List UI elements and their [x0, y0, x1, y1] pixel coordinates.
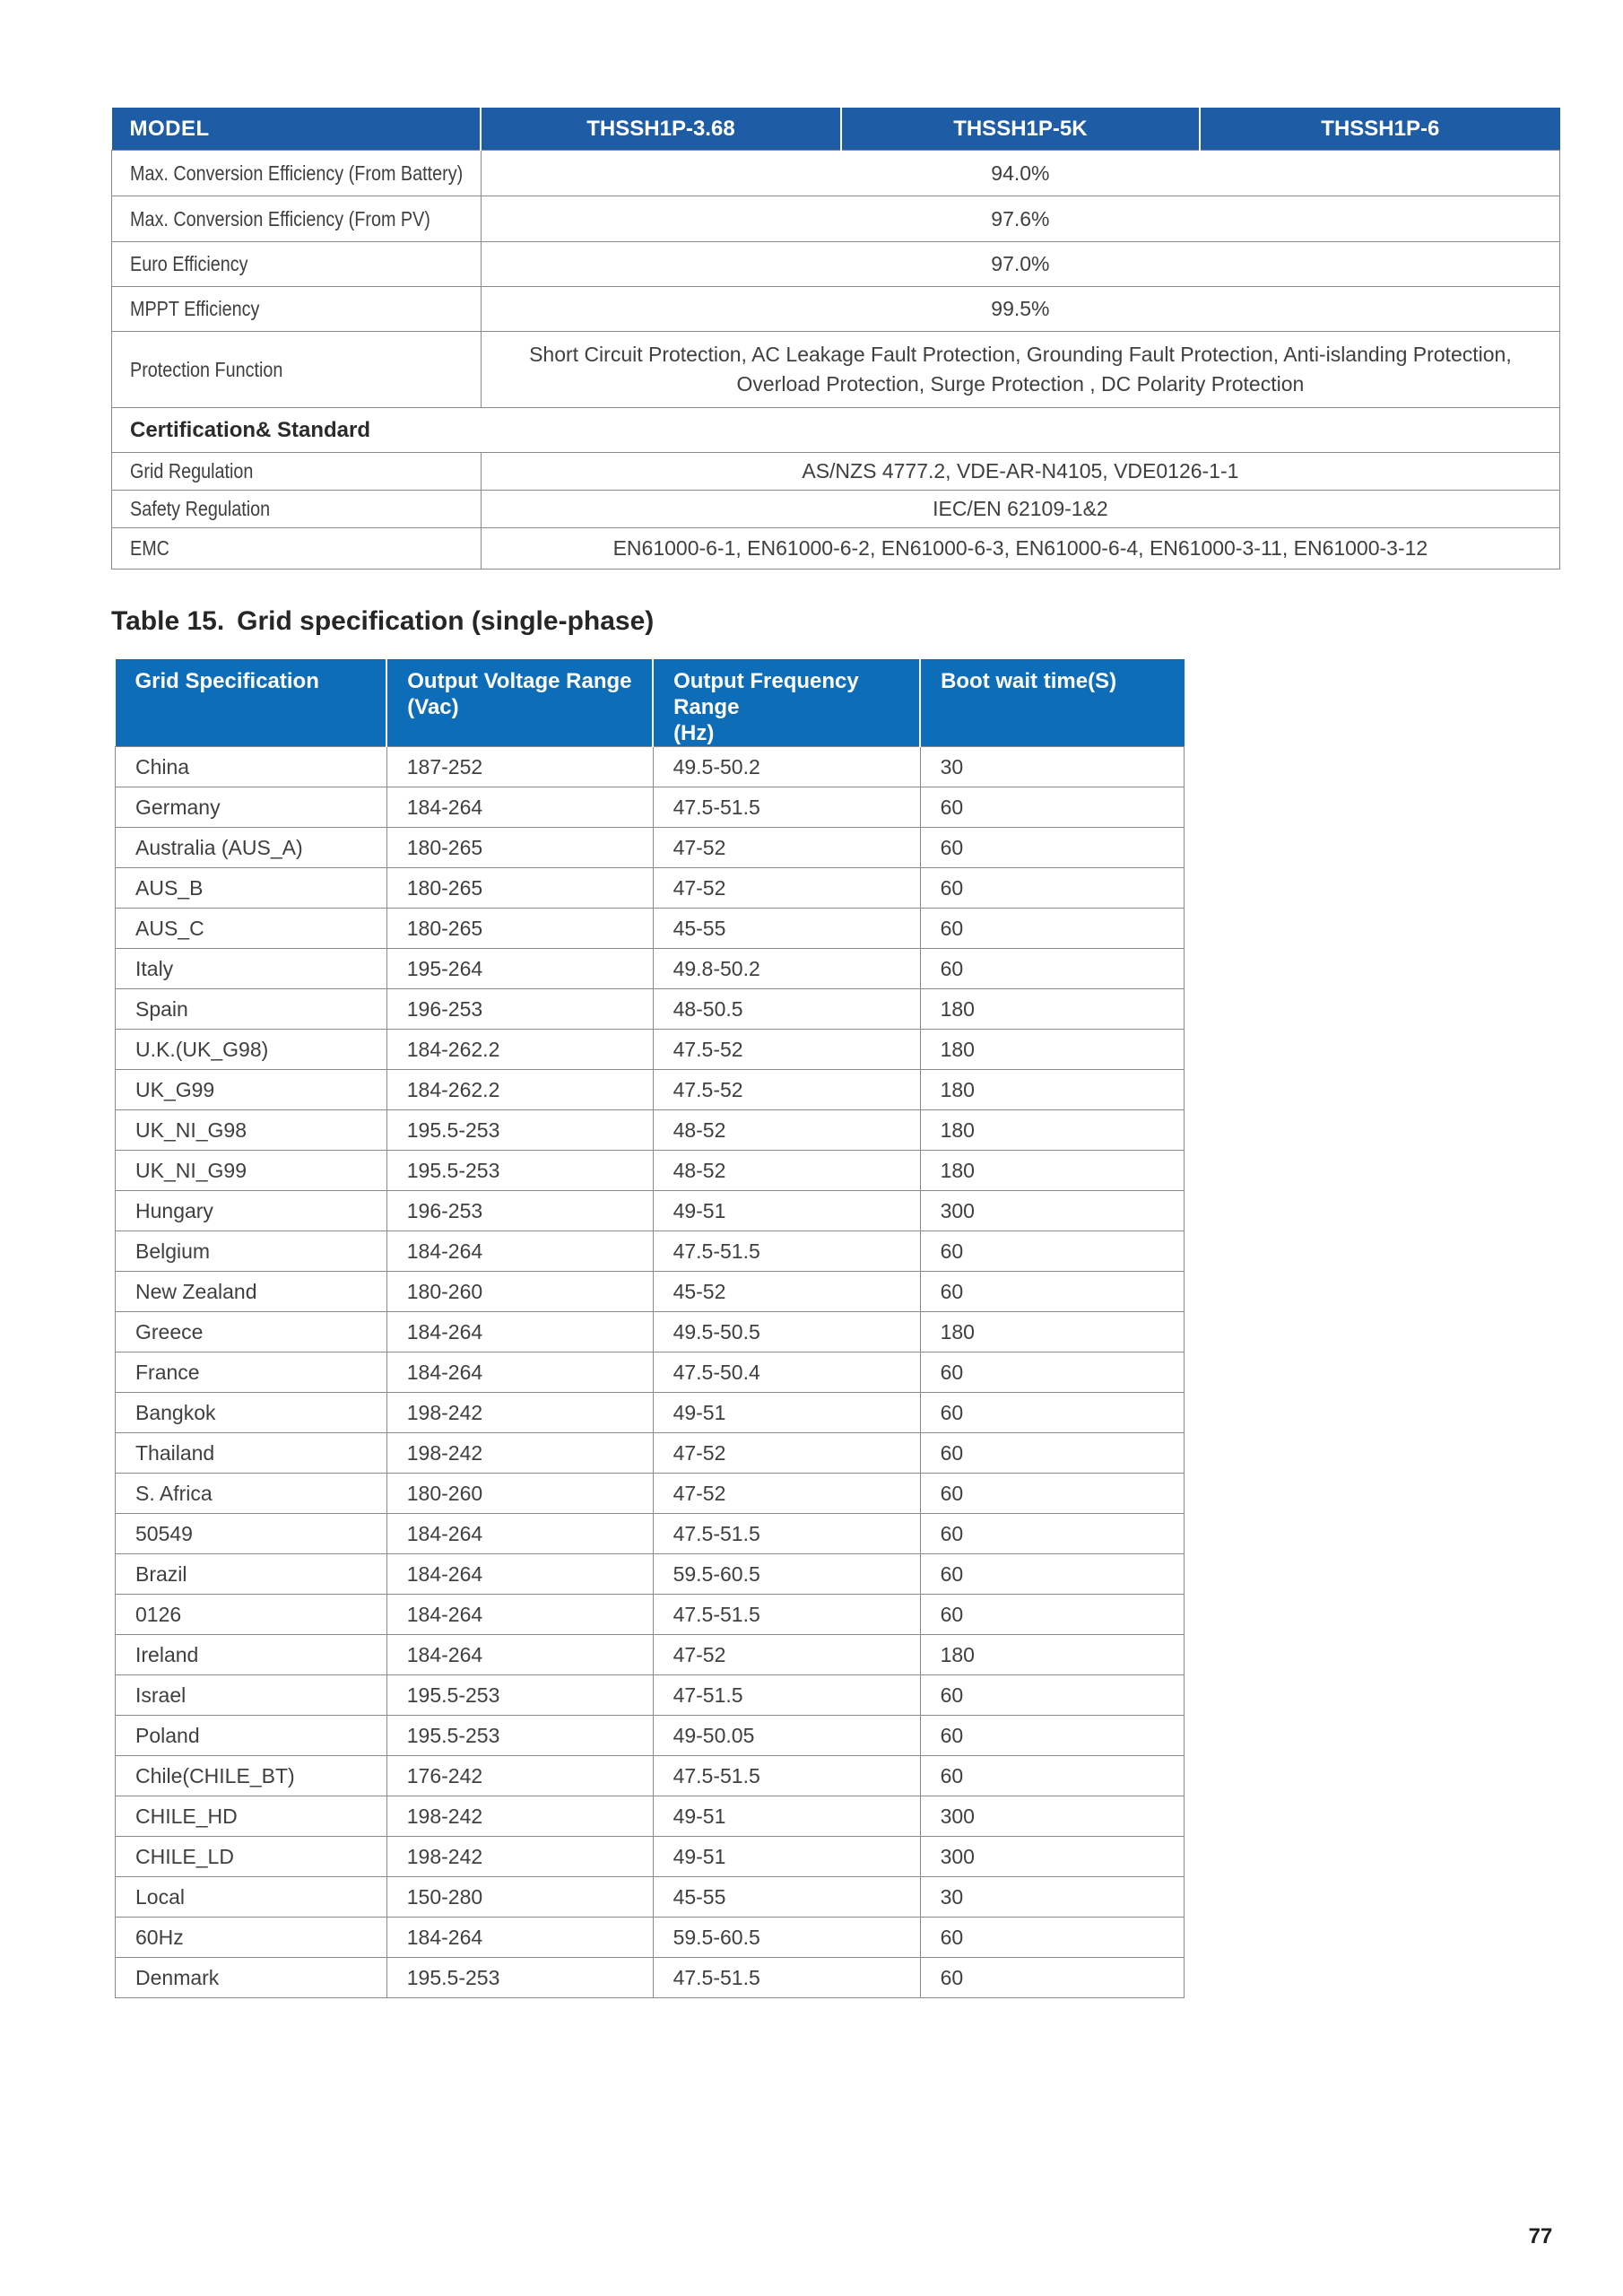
grid-row-boot-wait: 60 [920, 828, 1184, 868]
header-line: (Vac) [407, 695, 459, 719]
grid-row-voltage: 184-264 [386, 787, 653, 828]
grid-row-boot-wait: 60 [920, 1554, 1184, 1595]
grid-row-voltage: 180-260 [386, 1272, 653, 1312]
grid-row [116, 909, 1185, 949]
grid-row-voltage: 184-264 [386, 1595, 653, 1635]
grid-row-boot-wait: 60 [920, 1716, 1184, 1756]
grid-row-frequency: 47.5-51.5 [653, 1756, 920, 1796]
grid-row [116, 1312, 1185, 1352]
grid-row-boot-wait: 60 [920, 1474, 1184, 1514]
grid-row [116, 1877, 1185, 1918]
grid-row-frequency: 47-52 [653, 1635, 920, 1675]
grid-row [116, 1514, 1185, 1554]
grid-row-boot-wait: 60 [920, 1272, 1184, 1312]
grid-row-voltage: 195.5-253 [386, 1151, 653, 1191]
grid-row [116, 1151, 1185, 1191]
certification-row [112, 453, 1560, 491]
grid-row-boot-wait: 180 [920, 1312, 1184, 1352]
grid-row-country: Chile(CHILE_BT) [116, 1756, 387, 1796]
grid-row-country: New Zealand [116, 1272, 387, 1312]
grid-row-country: 60Hz [116, 1918, 387, 1958]
grid-row-frequency: 59.5-60.5 [653, 1918, 920, 1958]
grid-spec-table [115, 659, 1185, 1998]
spec-row-label: Max. Conversion Efficiency (From PV) [112, 196, 482, 242]
grid-row-voltage: 180-260 [386, 1474, 653, 1514]
grid-row-country: UK_G99 [116, 1070, 387, 1110]
grid-row-boot-wait: 60 [920, 868, 1184, 909]
grid-row-voltage: 184-264 [386, 1231, 653, 1272]
grid-row-boot-wait: 60 [920, 949, 1184, 989]
page-number: 77 [1528, 2224, 1553, 2248]
grid-row [116, 1796, 1185, 1837]
header-line: Output Frequency Range [673, 669, 859, 719]
grid-spec-header [116, 659, 1185, 747]
grid-row-country: AUS_B [116, 868, 387, 909]
grid-row-frequency: 47.5-52 [653, 1070, 920, 1110]
header-line: Boot wait time(S) [941, 669, 1117, 693]
grid-row [116, 868, 1185, 909]
grid-row-frequency: 47-52 [653, 868, 920, 909]
certification-row-label: Safety Regulation [112, 491, 482, 528]
grid-row-voltage: 198-242 [386, 1837, 653, 1877]
boot-wait-header [920, 659, 1184, 747]
model-thssh1p-368-header: THSSH1P-3.68 [481, 108, 840, 151]
grid-row-frequency: 47.5-51.5 [653, 1958, 920, 1998]
spec-row-value: 97.6% [481, 196, 1559, 242]
grid-row-voltage: 184-264 [386, 1918, 653, 1958]
grid-row-country: Denmark [116, 1958, 387, 1998]
spec-row-value: 94.0% [481, 151, 1559, 196]
model-thssh1p-5k-header: THSSH1P-5K [841, 108, 1201, 151]
table15-title-label: Table 15. [111, 606, 225, 636]
spec-row [112, 287, 1560, 332]
certification-row-value: EN61000-6-1, EN61000-6-2, EN61000-6-3, EN61000-6-4, EN61000-3-11, EN61000-3-12 [481, 528, 1559, 570]
grid-row-voltage: 184-262.2 [386, 1070, 653, 1110]
model-thssh1p-6-header: THSSH1P-6 [1200, 108, 1559, 151]
grid-row-country: China [116, 747, 387, 787]
grid-row-country: Greece [116, 1312, 387, 1352]
grid-row-frequency: 47.5-52 [653, 1030, 920, 1070]
grid-row-boot-wait: 60 [920, 1918, 1184, 1958]
certification-row [112, 528, 1560, 570]
spec-row-label: Protection Function [112, 332, 482, 408]
grid-row-country: UK_NI_G99 [116, 1151, 387, 1191]
model-spec-table [111, 108, 1560, 570]
grid-row-frequency: 47.5-50.4 [653, 1352, 920, 1393]
grid-row-boot-wait: 60 [920, 1393, 1184, 1433]
grid-row [116, 1474, 1185, 1514]
grid-row-boot-wait: 60 [920, 787, 1184, 828]
certification-row-value: IEC/EN 62109-1&2 [481, 491, 1559, 528]
grid-row-boot-wait: 60 [920, 1352, 1184, 1393]
grid-row [116, 1716, 1185, 1756]
grid-row [116, 1231, 1185, 1272]
grid-row-country: CHILE_LD [116, 1837, 387, 1877]
model-spec-header-row [112, 108, 1560, 151]
grid-header-row [116, 659, 1185, 747]
grid-row [116, 1675, 1185, 1716]
grid-row-boot-wait: 180 [920, 1151, 1184, 1191]
grid-row [116, 1756, 1185, 1796]
spec-row-value: 99.5% [481, 287, 1559, 332]
spec-row-value: Short Circuit Protection, AC Leakage Fault Protection, Grounding Fault Protection, Anti-islanding Protection, Overload Protection, Surge Protection , DC Polarity Protection [481, 332, 1559, 408]
grid-row-voltage: 184-264 [386, 1635, 653, 1675]
grid-row [116, 1070, 1185, 1110]
grid-row-country: Brazil [116, 1554, 387, 1595]
grid-row-boot-wait: 300 [920, 1191, 1184, 1231]
grid-row-voltage: 187-252 [386, 747, 653, 787]
grid-row-frequency: 47-51.5 [653, 1675, 920, 1716]
certification-section-row [112, 408, 1560, 453]
header-line: Grid Specification [135, 669, 319, 693]
grid-row-country: 0126 [116, 1595, 387, 1635]
grid-row-boot-wait: 30 [920, 1877, 1184, 1918]
grid-row-frequency: 47-52 [653, 828, 920, 868]
grid-row-country: Poland [116, 1716, 387, 1756]
grid-row-voltage: 195.5-253 [386, 1675, 653, 1716]
grid-row-boot-wait: 60 [920, 1433, 1184, 1474]
spec-row-value: 97.0% [481, 242, 1559, 287]
grid-row-country: Germany [116, 787, 387, 828]
grid-row-voltage: 198-242 [386, 1433, 653, 1474]
model-spec-body [112, 151, 1560, 570]
grid-row-frequency: 48-52 [653, 1110, 920, 1151]
grid-row [116, 1191, 1185, 1231]
grid-row-country: Hungary [116, 1191, 387, 1231]
grid-row [116, 1352, 1185, 1393]
grid-row-boot-wait: 60 [920, 1675, 1184, 1716]
spec-row-label: Euro Efficiency [112, 242, 482, 287]
grid-row-boot-wait: 180 [920, 989, 1184, 1030]
grid-row-country: France [116, 1352, 387, 1393]
grid-row [116, 1837, 1185, 1877]
grid-row-voltage: 184-264 [386, 1514, 653, 1554]
grid-row-country: AUS_C [116, 909, 387, 949]
table15-title [111, 606, 654, 637]
grid-row-frequency: 49-51 [653, 1393, 920, 1433]
grid-row-boot-wait: 60 [920, 909, 1184, 949]
grid-row-boot-wait: 300 [920, 1837, 1184, 1877]
grid-row-boot-wait: 300 [920, 1796, 1184, 1837]
certification-section-label: Certification& Standard [112, 408, 1560, 453]
grid-row [116, 1554, 1185, 1595]
output-voltage-header [386, 659, 653, 747]
grid-row-boot-wait: 60 [920, 1756, 1184, 1796]
grid-row [116, 1958, 1185, 1998]
grid-row-country: Local [116, 1877, 387, 1918]
grid-row-country: UK_NI_G98 [116, 1110, 387, 1151]
grid-row-frequency: 47.5-51.5 [653, 1514, 920, 1554]
grid-row-frequency: 49-50.05 [653, 1716, 920, 1756]
grid-row-country: U.K.(UK_G98) [116, 1030, 387, 1070]
spec-row [112, 151, 1560, 196]
grid-row-voltage: 184-262.2 [386, 1030, 653, 1070]
grid-row-frequency: 49.5-50.5 [653, 1312, 920, 1352]
spec-row [112, 332, 1560, 408]
certification-row-label: Grid Regulation [112, 453, 482, 491]
certification-row [112, 491, 1560, 528]
grid-row-frequency: 45-55 [653, 909, 920, 949]
certification-row-value: AS/NZS 4777.2, VDE-AR-N4105, VDE0126-1-1 [481, 453, 1559, 491]
grid-row [116, 1393, 1185, 1433]
certification-row-label: EMC [112, 528, 482, 570]
grid-row-frequency: 49-51 [653, 1837, 920, 1877]
grid-row-country: CHILE_HD [116, 1796, 387, 1837]
grid-row-frequency: 47-52 [653, 1433, 920, 1474]
grid-row-frequency: 47.5-51.5 [653, 1231, 920, 1272]
grid-row [116, 787, 1185, 828]
grid-row-voltage: 195.5-253 [386, 1716, 653, 1756]
grid-row-frequency: 49-51 [653, 1191, 920, 1231]
grid-row-country: S. Africa [116, 1474, 387, 1514]
grid-row-voltage: 195.5-253 [386, 1110, 653, 1151]
model-spec-header [112, 108, 1560, 151]
grid-row-voltage: 184-264 [386, 1352, 653, 1393]
grid-row [116, 1272, 1185, 1312]
grid-row [116, 1110, 1185, 1151]
grid-row-frequency: 49.8-50.2 [653, 949, 920, 989]
grid-row-boot-wait: 30 [920, 747, 1184, 787]
grid-row [116, 828, 1185, 868]
header-line: Output Voltage Range [407, 669, 632, 693]
spec-row-label: Max. Conversion Efficiency (From Battery) [112, 151, 482, 196]
grid-row-frequency: 47-52 [653, 1474, 920, 1514]
grid-row-voltage: 184-264 [386, 1312, 653, 1352]
grid-row-boot-wait: 180 [920, 1070, 1184, 1110]
grid-row-frequency: 49.5-50.2 [653, 747, 920, 787]
grid-row [116, 1030, 1185, 1070]
grid-row-country: 50549 [116, 1514, 387, 1554]
spec-row [112, 196, 1560, 242]
grid-row-boot-wait: 180 [920, 1030, 1184, 1070]
grid-row [116, 1918, 1185, 1958]
grid-spec-body [116, 747, 1185, 1998]
grid-row [116, 989, 1185, 1030]
grid-row-frequency: 48-50.5 [653, 989, 920, 1030]
grid-row-boot-wait: 60 [920, 1231, 1184, 1272]
table15-title-text: Grid specification (single-phase) [237, 606, 655, 636]
spec-row-label: MPPT Efficiency [112, 287, 482, 332]
grid-row-boot-wait: 180 [920, 1635, 1184, 1675]
grid-row-voltage: 196-253 [386, 989, 653, 1030]
grid-row-frequency: 59.5-60.5 [653, 1554, 920, 1595]
grid-row [116, 949, 1185, 989]
grid-row [116, 1433, 1185, 1474]
grid-row-voltage: 176-242 [386, 1756, 653, 1796]
grid-row-frequency: 47.5-51.5 [653, 787, 920, 828]
grid-row-voltage: 150-280 [386, 1877, 653, 1918]
grid-row-voltage: 196-253 [386, 1191, 653, 1231]
grid-row-frequency: 45-52 [653, 1272, 920, 1312]
grid-row [116, 747, 1185, 787]
grid-row-frequency: 49-51 [653, 1796, 920, 1837]
grid-row-boot-wait: 180 [920, 1110, 1184, 1151]
grid-row-boot-wait: 60 [920, 1958, 1184, 1998]
header-line: (Hz) [673, 721, 715, 745]
grid-row-voltage: 198-242 [386, 1393, 653, 1433]
grid-row-country: Italy [116, 949, 387, 989]
grid-row-voltage: 184-264 [386, 1554, 653, 1595]
grid-row-voltage: 195-264 [386, 949, 653, 989]
grid-row-country: Bangkok [116, 1393, 387, 1433]
grid-row-country: Belgium [116, 1231, 387, 1272]
grid-row-voltage: 198-242 [386, 1796, 653, 1837]
grid-row-voltage: 180-265 [386, 828, 653, 868]
spec-row [112, 242, 1560, 287]
grid-row-boot-wait: 60 [920, 1514, 1184, 1554]
grid-row-country: Israel [116, 1675, 387, 1716]
grid-row-frequency: 48-52 [653, 1151, 920, 1191]
grid-row [116, 1635, 1185, 1675]
output-frequency-header [653, 659, 920, 747]
grid-specification-header [116, 659, 387, 747]
grid-row-country: Australia (AUS_A) [116, 828, 387, 868]
grid-row-boot-wait: 60 [920, 1595, 1184, 1635]
grid-row-voltage: 195.5-253 [386, 1958, 653, 1998]
grid-row-frequency: 47.5-51.5 [653, 1595, 920, 1635]
grid-row-country: Ireland [116, 1635, 387, 1675]
grid-row-country: Thailand [116, 1433, 387, 1474]
model-column-header: MODEL [112, 108, 482, 151]
grid-row-voltage: 180-265 [386, 909, 653, 949]
grid-row-country: Spain [116, 989, 387, 1030]
grid-row [116, 1595, 1185, 1635]
grid-row-frequency: 45-55 [653, 1877, 920, 1918]
grid-row-voltage: 180-265 [386, 868, 653, 909]
